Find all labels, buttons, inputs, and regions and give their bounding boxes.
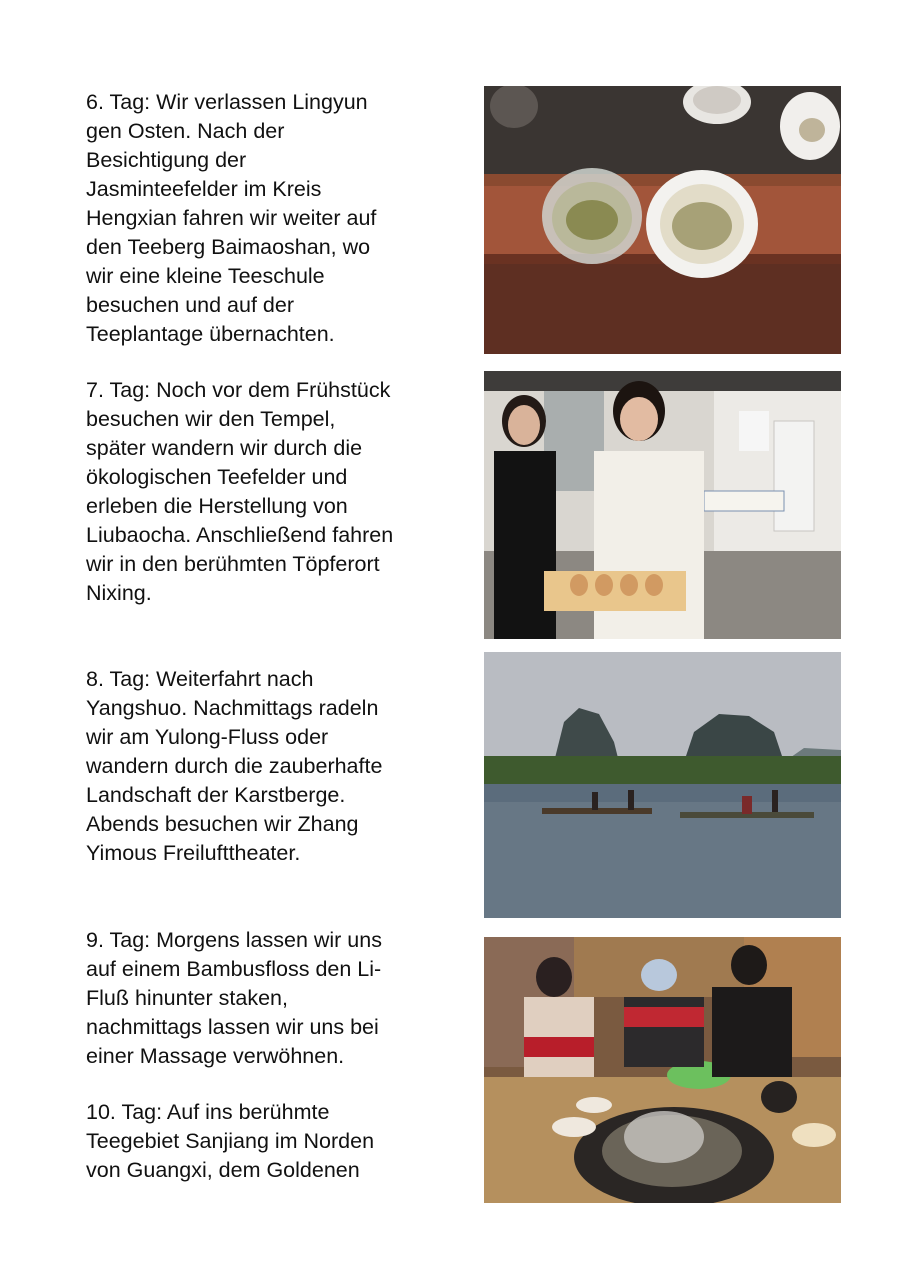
day-6-paragraph [86, 88, 446, 349]
tea-cups-photo [484, 86, 841, 354]
text-line: Abends besuchen wir Zhang [86, 812, 359, 836]
text-line: Liubaocha. Anschließend fahren [86, 523, 394, 547]
text-line: wir am Yulong-Fluss oder [86, 725, 329, 749]
day-8-paragraph [86, 665, 446, 868]
text-line: wir eine kleine Teeschule [86, 264, 325, 288]
text-line: Teegebiet Sanjiang im Norden [86, 1129, 375, 1153]
tea-tray-women-photo [484, 371, 841, 639]
text-line: wir in den berühmten Töpferort [86, 552, 380, 576]
text-line: später wandern wir durch die [86, 436, 363, 460]
text-line: erleben die Herstellung von [86, 494, 348, 518]
text-line: 6. Tag: Wir verlassen Lingyun [86, 90, 368, 114]
text-line: Fluß hinunter staken, [86, 986, 288, 1010]
text-line: Jasminteefelder im Kreis [86, 177, 322, 201]
text-line: von Guangxi, dem Goldenen [86, 1158, 360, 1182]
day-10-paragraph [86, 1098, 446, 1185]
text-line: Besichtigung der [86, 148, 247, 172]
hotpot-meal-photo [484, 937, 841, 1203]
text-line: Yangshuo. Nachmittags radeln [86, 696, 379, 720]
text-line: Nixing. [86, 581, 152, 605]
text-line: ökologischen Teefelder und [86, 465, 348, 489]
text-line: Landschaft der Karstberge. [86, 783, 346, 807]
text-line: auf einem Bambusfloss den Li- [86, 957, 382, 981]
day-9-paragraph [86, 926, 446, 1071]
text-line: Teeplantage übernachten. [86, 322, 335, 346]
text-line: besuchen wir den Tempel, [86, 407, 336, 431]
text-line: Yimous Freilufttheater. [86, 841, 301, 865]
text-line: 7. Tag: Noch vor dem Frühstück [86, 378, 391, 402]
text-line: gen Osten. Nach der [86, 119, 285, 143]
text-line: 10. Tag: Auf ins berühmte [86, 1100, 330, 1124]
day-7-paragraph [86, 376, 446, 608]
text-line: 9. Tag: Morgens lassen wir uns [86, 928, 382, 952]
karst-river-photo [484, 652, 841, 918]
text-line: wandern durch die zauberhafte [86, 754, 383, 778]
text-line: nachmittags lassen wir uns bei [86, 1015, 379, 1039]
text-line: 8. Tag: Weiterfahrt nach [86, 667, 314, 691]
text-line: besuchen und auf der [86, 293, 294, 317]
text-line: Hengxian fahren wir weiter auf [86, 206, 377, 230]
text-line: den Teeberg Baimaoshan, wo [86, 235, 371, 259]
text-line: einer Massage verwöhnen. [86, 1044, 345, 1068]
